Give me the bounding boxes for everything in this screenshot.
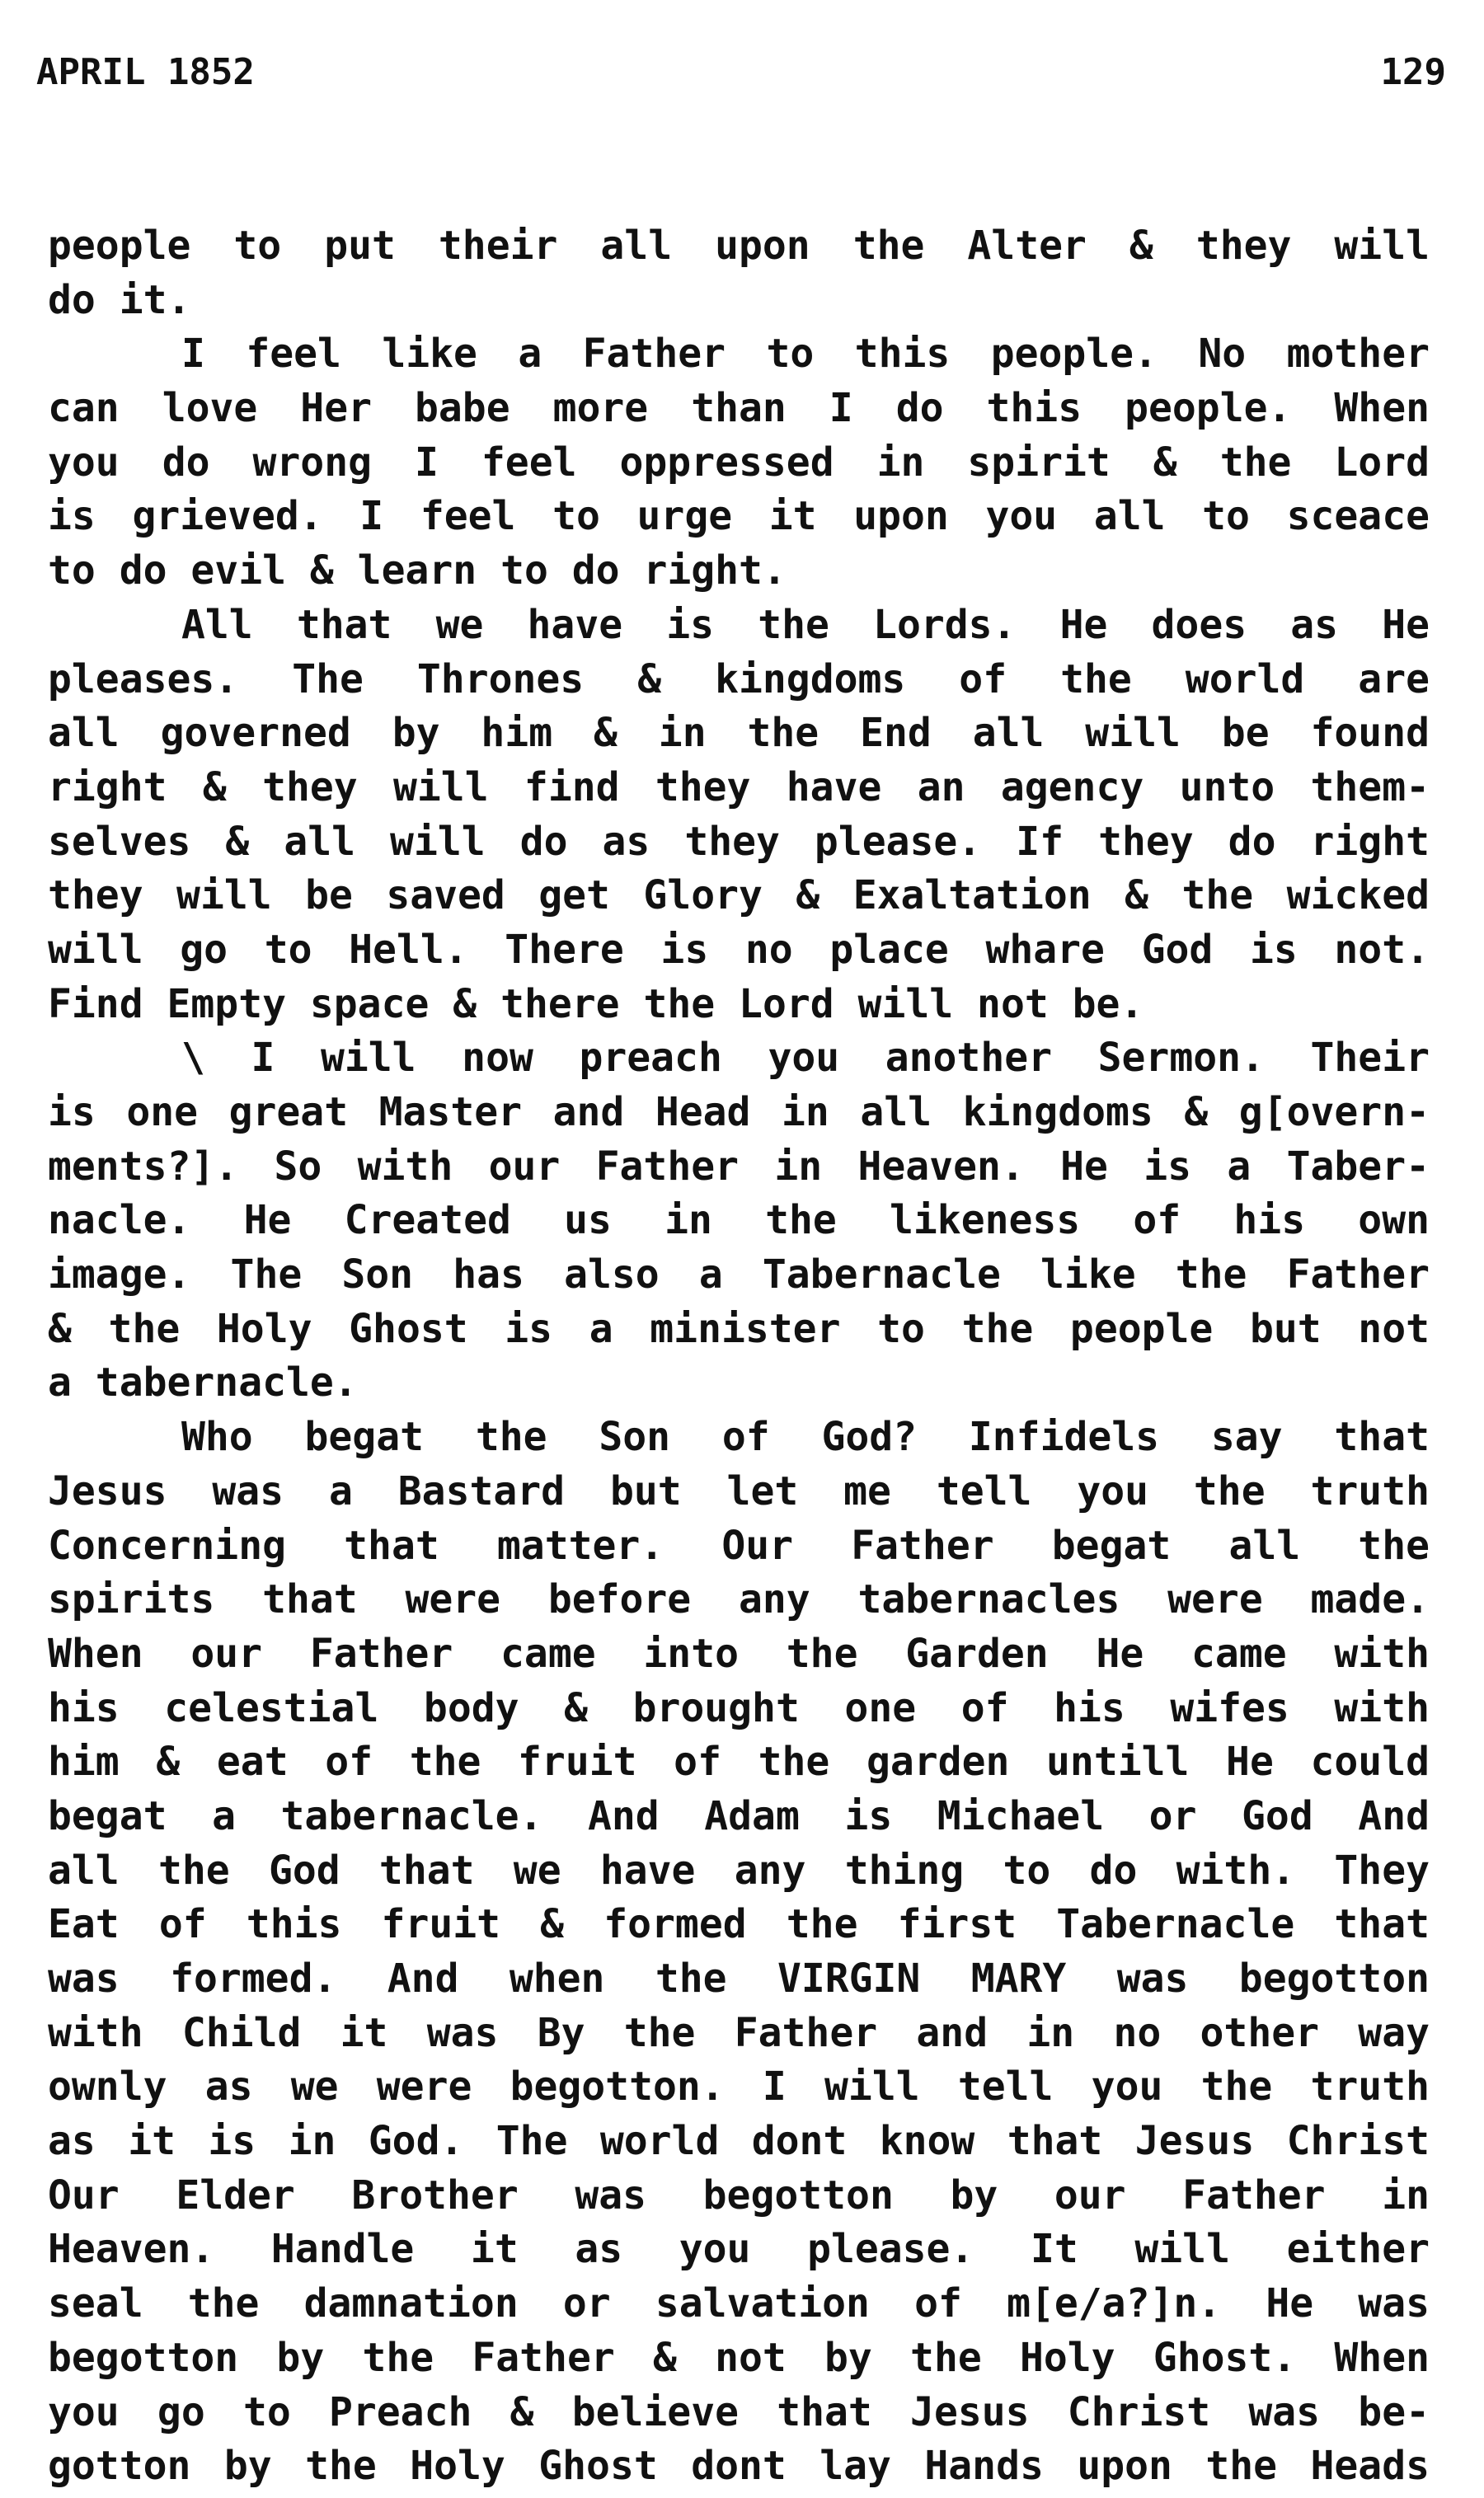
text-line: him & eat of the fruit of the garden untill He could — [48, 1739, 1430, 1786]
text-line: with Child it was By the Father and in no other way — [48, 2009, 1430, 2056]
header-date: APRIL 1852 — [36, 51, 255, 93]
text-line: Eat of this fruit & formed the first Tabernacle that — [48, 1901, 1430, 1948]
text-line: All that we have is the Lords. He does as He — [181, 601, 1430, 648]
text-line: Our Elder Brother was begotton by our Father in — [48, 2172, 1430, 2219]
text-line: a tabernacle. — [48, 1359, 358, 1406]
text-line: to do evil & learn to do right. — [48, 547, 787, 594]
text-line: I feel like a Father to this people. No mother — [181, 331, 1430, 378]
text-line: Heaven. Handle it as you please. It will either — [48, 2226, 1430, 2273]
text-line: is grieved. I feel to urge it upon you all to sceace — [48, 493, 1430, 540]
text-line: was formed. And when the VIRGIN MARY was begotton — [48, 1956, 1430, 2002]
text-line: selves & all will do as they please. If they do right — [48, 818, 1430, 865]
text-line: ments?]. So with our Father in Heaven. He is a Taber- — [48, 1143, 1430, 1190]
text-line: pleases. The Thrones & kingdoms of the world are — [48, 655, 1430, 702]
page-header — [36, 51, 1446, 101]
text-line: right & they will find they have an agency unto them- — [48, 763, 1430, 810]
text-line: all the God that we have any thing to do with. They — [48, 1847, 1430, 1894]
text-line: gotton by the Holy Ghost dont lay Hands upon the Heads — [48, 2443, 1430, 2490]
text-line: you do wrong I feel oppressed in spirit & the Lord — [48, 439, 1430, 486]
text-line: can love Her babe more than I do this people. When — [48, 385, 1430, 432]
text-line: they will be saved get Glory & Exaltation & the wicked — [48, 872, 1430, 919]
text-line: all governed by him & in the End all will be found — [48, 710, 1430, 757]
text-line: When our Father came into the Garden He came with — [48, 1630, 1430, 1677]
text-line: seal the damnation or salvation of m[e/a?]n. He was — [48, 2280, 1430, 2327]
text-line: his celestial body & brought one of his wifes with — [48, 1684, 1430, 1731]
page-number: 129 — [1380, 51, 1446, 93]
text-line: is one great Master and Head in all kingdoms & g[overn- — [48, 1089, 1430, 1135]
text-line: will go to Hell. There is no place whare God is not. — [48, 926, 1430, 973]
journal-text — [48, 219, 1430, 2494]
text-line: Who begat the Son of God? Infidels say that — [181, 1414, 1430, 1461]
text-line: \ I will now preach you another Sermon. Their — [181, 1035, 1430, 1082]
text-line: begotton by the Father & not by the Holy Ghost. When — [48, 2334, 1430, 2381]
text-line: begat a tabernacle. And Adam is Michael or God And — [48, 1792, 1430, 1839]
text-line: Find Empty space & there the Lord will not be. — [48, 980, 1144, 1027]
text-line: ownly as we were begotton. I will tell you the truth — [48, 2064, 1430, 2111]
text-line: as it is in God. The world dont know that Jesus Christ — [48, 2118, 1430, 2165]
text-line: do it. — [48, 276, 191, 323]
text-line: people to put their all upon the Alter & they will — [48, 223, 1430, 269]
text-line: spirits that were before any tabernacles were made. — [48, 1576, 1430, 1623]
text-line: nacle. He Created us in the likeness of his own — [48, 1197, 1430, 1244]
text-line: Concerning that matter. Our Father begat all the — [48, 1522, 1430, 1569]
text-line: & the Holy Ghost is a minister to the people but not — [48, 1305, 1430, 1352]
text-line: you go to Preach & believe that Jesus Christ was be- — [48, 2388, 1430, 2435]
text-line: Jesus was a Bastard but let me tell you the truth — [48, 1467, 1430, 1514]
text-line: image. The Son has also a Tabernacle like the Father — [48, 1251, 1430, 1298]
